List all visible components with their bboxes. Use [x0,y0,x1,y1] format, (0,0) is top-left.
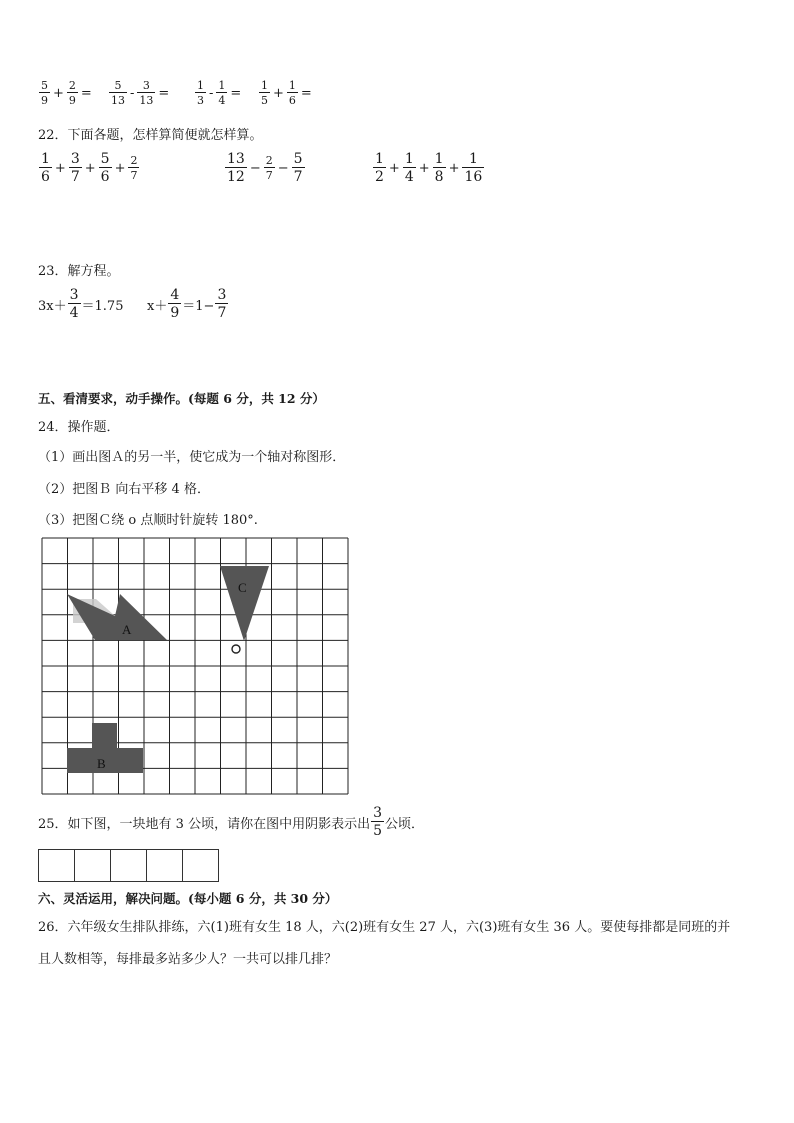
q24-item-2: （2）把图Ｂ 向右平移 4 格． [38,482,210,497]
shape-b-label: B [97,756,106,771]
hectare-cell[interactable] [182,849,219,882]
q21-expr-2: $\frac{5}{13}$ - $\frac{3}{13}$ = [111,79,170,107]
hectare-cell[interactable] [146,849,183,882]
section-6-heading: 六、灵活运用，解决问题。(每小题 6 分，共 30 分） [38,891,338,906]
q23-title: 23．解方程。 [38,264,120,279]
q22-expr-3: $\frac{1}{2}$ + $\frac{1}{4}$ + $\frac{1}{8}$ + $\frac{1}{16}$ [375,151,483,185]
q26-line-2: 且人数相等，每排最多站多少人？一共可以排几排？ [38,952,338,967]
q22-title: 22．下面各题，怎样算简便就怎样算。 [38,128,263,143]
transformation-grid [40,536,354,802]
hectare-cell[interactable] [38,849,75,882]
q21-expr-1: $\frac{5}{9}$ + $\frac{2}{9}$ = [41,79,92,107]
q21-expr-3: $\frac{1}{3}$ - $\frac{1}{4}$ = [197,79,242,107]
q24-item-3: （3）把图Ｃ绕 o 点顺时针旋转 180°. [38,513,258,528]
shape-c-body [220,566,269,641]
q24-title: 24．操作题． [38,420,120,435]
shape-a-label: A [122,622,132,637]
hectare-cell[interactable] [110,849,147,882]
q22-expr-1: $\frac{1}{6}$ + $\frac{3}{7}$ + $\frac{5}{6}$ + $\frac{2}{7}$ [41,151,138,185]
q23-equation-1: 3x＋ $\frac{3}{4}$ ＝1.75 [38,287,124,321]
shape-b-top [92,723,117,748]
q24-item-1: （1）画出图Ａ的另一半，使它成为一个轴对称图形． [38,450,346,465]
hectare-strip [38,849,219,882]
q22-expr-2: $\frac{13}{12}$ − $\frac{2}{7}$ − $\frac{5}{7}$ [227,151,303,185]
rotation-center-o [232,645,240,653]
q23-equation-2: x＋ $\frac{4}{9}$ ＝1− $\frac{3}{7}$ [147,287,227,321]
q26-line-1: 26．六年级女生排队排练，六(1)班有女生 18 人，六(2)班有女生 27 人，六(3)班有女生 36 人。要使每排都是同班的并 [38,920,731,935]
section-5-heading: 五、看清要求，动手操作。(每题 6 分，共 12 分） [38,391,325,406]
q25-prompt: 25．如下图，一块地有 3 公顷，请你在图中用阴影表示出 $\frac{3}{5}$ 公顷． [38,805,425,839]
shape-a [67,593,167,641]
shape-c-label: C [238,580,247,595]
q21-expr-4: $\frac{1}{5}$ + $\frac{1}{6}$ = [261,79,312,107]
shape-b [67,723,143,773]
hectare-cell[interactable] [74,849,111,882]
shape-a-body [67,594,167,640]
